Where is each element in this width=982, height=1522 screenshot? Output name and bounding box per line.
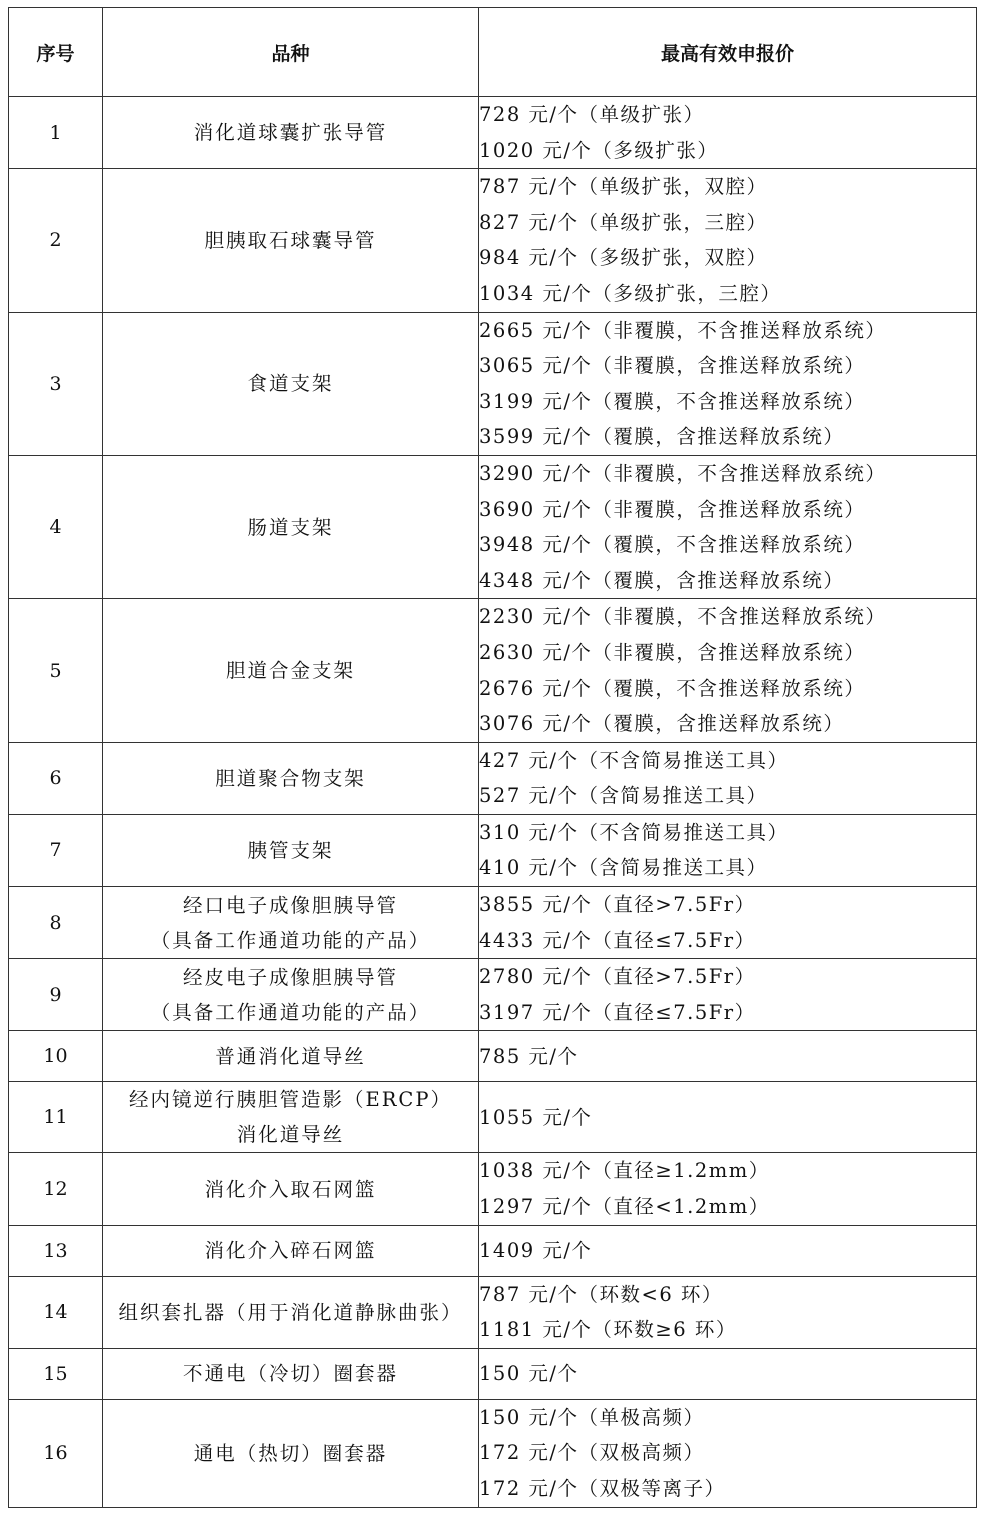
- price-line: 2630 元/个（非覆膜，含推送释放系统）: [479, 640, 866, 664]
- price-line: 2665 元/个（非覆膜，不含推送释放系统）: [479, 318, 887, 342]
- product-name-line: 消化介入取石网篮: [204, 1177, 377, 1201]
- product-name-line: 经皮电子成像胆胰导管: [182, 965, 398, 989]
- price-line: 172 元/个（双极等离子）: [479, 1477, 726, 1500]
- table-row: [9, 887, 977, 959]
- product-name-line: （具备工作通道功能的产品）: [150, 928, 431, 952]
- price-line: 827 元/个（单级扩张，三腔）: [479, 210, 768, 234]
- table-row: [9, 1348, 977, 1399]
- table-row: [9, 169, 977, 312]
- table-row: [9, 959, 977, 1031]
- serial-number-cell: 12: [9, 1153, 103, 1225]
- serial-number-cell: 2: [9, 169, 103, 312]
- product-name-line: 消化道导丝: [236, 1123, 345, 1147]
- price-cell: [479, 1276, 977, 1348]
- price-line: 2780 元/个（直径>7.5Fr）: [479, 965, 756, 989]
- product-name-cell: [103, 1225, 479, 1276]
- price-line: 785 元/个: [479, 1044, 579, 1068]
- serial-number-cell: 13: [9, 1225, 103, 1276]
- product-name-line: 消化道球囊扩张导管: [193, 121, 388, 145]
- serial-number-cell: 3: [9, 312, 103, 455]
- table-body: [9, 97, 977, 1508]
- table-row: [9, 312, 977, 455]
- price-cell: [479, 312, 977, 455]
- serial-number-cell: 5: [9, 599, 103, 742]
- price-line: 4348 元/个（覆膜，含推送释放系统）: [479, 568, 845, 592]
- table-row: [9, 455, 977, 598]
- price-line: 1038 元/个（直径≥1.2mm）: [479, 1159, 770, 1183]
- price-cell: [479, 1399, 977, 1507]
- product-name-cell: [103, 1031, 479, 1082]
- price-line: 3690 元/个（非覆膜，含推送释放系统）: [479, 497, 866, 521]
- price-line: 1297 元/个（直径<1.2mm）: [479, 1195, 770, 1219]
- table-row: [9, 1276, 977, 1348]
- price-line: 2230 元/个（非覆膜，不含推送释放系统）: [479, 605, 887, 629]
- price-line: 3855 元/个（直径>7.5Fr）: [479, 893, 756, 917]
- price-line: 527 元/个（含简易推送工具）: [479, 784, 768, 808]
- price-line: 1055 元/个: [479, 1105, 593, 1129]
- product-name-line: 胆胰取石球囊导管: [204, 228, 377, 252]
- price-line: 150 元/个（单极高频）: [479, 1405, 705, 1429]
- product-name-cell: [103, 1348, 479, 1399]
- price-line: 728 元/个（单级扩张）: [479, 103, 705, 126]
- serial-number-cell: 7: [9, 814, 103, 886]
- product-name-line: 胰管支架: [247, 838, 334, 862]
- price-line: 3599 元/个（覆膜，含推送释放系统）: [479, 425, 845, 449]
- serial-number-cell: 14: [9, 1276, 103, 1348]
- price-line: 3065 元/个（非覆膜，含推送释放系统）: [479, 354, 866, 378]
- price-line: 1409 元/个: [479, 1238, 593, 1262]
- table-row: [9, 599, 977, 742]
- header-product-variety: 品种: [103, 8, 479, 97]
- price-line: 150 元/个: [479, 1362, 579, 1386]
- price-line: 1181 元/个（环数≥6 环）: [479, 1318, 737, 1342]
- price-line: 3199 元/个（覆膜，不含推送释放系统）: [479, 389, 866, 413]
- product-name-line: 食道支架: [247, 372, 334, 396]
- product-name-cell: [103, 1153, 479, 1225]
- price-cell: [479, 742, 977, 814]
- price-line: 3290 元/个（非覆膜，不含推送释放系统）: [479, 461, 887, 485]
- product-name-cell: [103, 887, 479, 959]
- product-name-cell: [103, 455, 479, 598]
- serial-number-cell: 16: [9, 1399, 103, 1507]
- price-cell: [479, 97, 977, 169]
- serial-number-cell: 4: [9, 455, 103, 598]
- serial-number-cell: 10: [9, 1031, 103, 1082]
- price-cell: [479, 1348, 977, 1399]
- product-name-cell: [103, 742, 479, 814]
- table-row: [9, 1082, 977, 1153]
- product-name-line: （具备工作通道功能的产品）: [150, 1000, 431, 1024]
- price-cell: [479, 887, 977, 959]
- product-name-cell: [103, 1082, 479, 1153]
- header-serial-number: 序号: [9, 8, 103, 97]
- price-cell: [479, 814, 977, 886]
- price-cell: [479, 455, 977, 598]
- price-cell: [479, 1082, 977, 1153]
- price-line: 4433 元/个（直径≤7.5Fr）: [479, 928, 756, 952]
- price-line: 3197 元/个（直径≤7.5Fr）: [479, 1000, 756, 1024]
- serial-number-cell: 11: [9, 1082, 103, 1153]
- product-name-cell: [103, 599, 479, 742]
- price-line: 787 元/个（环数<6 环）: [479, 1282, 723, 1306]
- table-row: [9, 1153, 977, 1225]
- product-name-cell: [103, 169, 479, 312]
- price-cell: [479, 959, 977, 1031]
- product-name-line: 胆道合金支架: [225, 659, 355, 682]
- product-name-cell: [103, 1276, 479, 1348]
- serial-number-cell: 15: [9, 1348, 103, 1399]
- price-line: 2676 元/个（覆膜，不含推送释放系统）: [479, 676, 866, 700]
- product-name-cell: [103, 959, 479, 1031]
- product-name-line: 消化介入碎石网篮: [204, 1239, 377, 1263]
- price-cell: [479, 1031, 977, 1082]
- product-name-line: 不通电（冷切）圈套器: [182, 1362, 398, 1386]
- price-line: 410 元/个（含简易推送工具）: [479, 856, 768, 880]
- price-cell: [479, 1225, 977, 1276]
- header-row: [9, 8, 977, 97]
- product-name-line: 肠道支架: [247, 515, 334, 539]
- product-name-line: 经内镜逆行胰胆管造影（ERCP）: [129, 1088, 452, 1112]
- price-line: 310 元/个（不含简易推送工具）: [479, 820, 789, 844]
- price-line: 984 元/个（多级扩张，双腔）: [479, 246, 768, 270]
- price-line: 1034 元/个（多级扩张，三腔）: [479, 281, 782, 305]
- price-cell: [479, 169, 977, 312]
- price-line: 787 元/个（单级扩张，双腔）: [479, 175, 768, 199]
- table-header: [9, 8, 977, 97]
- product-name-cell: [103, 814, 479, 886]
- price-line: 3948 元/个（覆膜，不含推送释放系统）: [479, 533, 866, 557]
- price-line: 3076 元/个（覆膜，含推送释放系统）: [479, 712, 845, 736]
- serial-number-cell: 8: [9, 887, 103, 959]
- price-cell: [479, 1153, 977, 1225]
- serial-number-cell: 6: [9, 742, 103, 814]
- price-line: 172 元/个（双极高频）: [479, 1441, 705, 1465]
- table-row: [9, 1031, 977, 1082]
- header-max-bid-price: 最高有效申报价: [479, 8, 977, 97]
- product-name-line: 通电（热切）圈套器: [193, 1441, 388, 1465]
- table-row: [9, 742, 977, 814]
- product-name-line: 组织套扎器（用于消化道静脉曲张）: [118, 1300, 463, 1324]
- product-name-cell: [103, 97, 479, 169]
- price-line: 427 元/个（不含简易推送工具）: [479, 748, 789, 772]
- table-row: [9, 814, 977, 886]
- product-name-line: 经口电子成像胆胰导管: [182, 893, 398, 917]
- price-cell: [479, 599, 977, 742]
- price-table: [8, 7, 977, 1508]
- table-row: [9, 1399, 977, 1507]
- product-name-cell: [103, 312, 479, 455]
- table-row: [9, 97, 977, 169]
- product-name-cell: [103, 1399, 479, 1507]
- product-name-line: 胆道聚合物支架: [215, 766, 366, 790]
- price-line: 1020 元/个（多级扩张）: [479, 138, 719, 162]
- serial-number-cell: 9: [9, 959, 103, 1031]
- serial-number-cell: 1: [9, 97, 103, 169]
- table-row: [9, 1225, 977, 1276]
- product-name-line: 普通消化道导丝: [215, 1044, 366, 1068]
